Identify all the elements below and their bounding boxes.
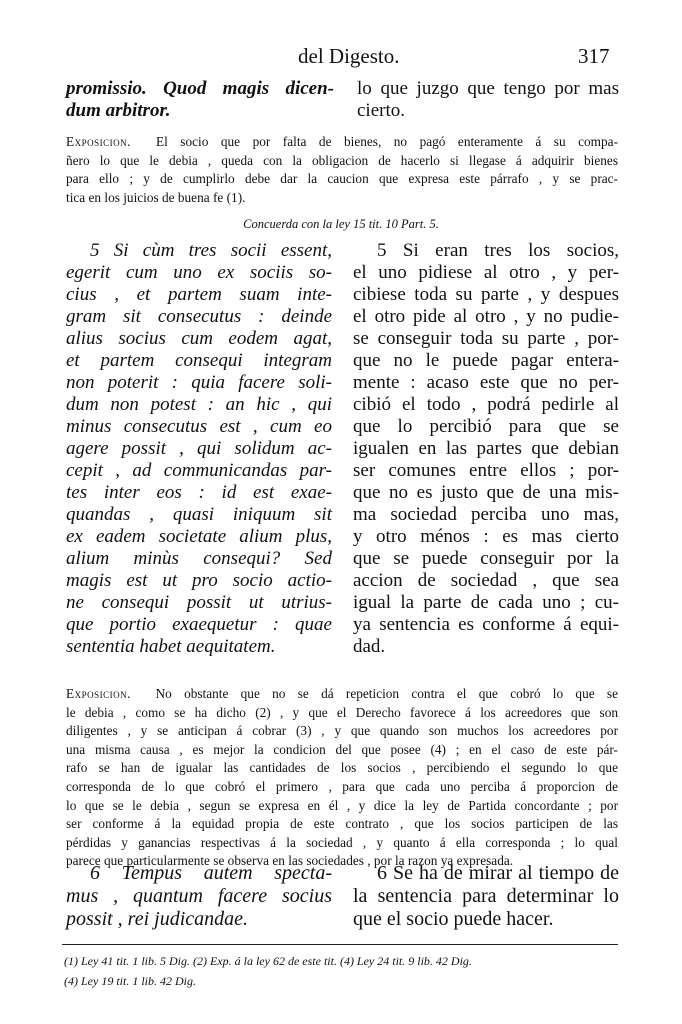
exposition-line: ser conforme á la equidad propia de este contrato , que los socios participen de las bbox=[66, 816, 618, 832]
latin-line: ex eadem societate alium plus, bbox=[66, 526, 332, 547]
section-5-spanish bbox=[353, 240, 619, 658]
spanish-line: que no es justo que de una mis- bbox=[353, 482, 619, 503]
exposition-line: tica en los juicios de buena fe (1). bbox=[66, 189, 246, 205]
spanish-line: la sentencia para determinar lo bbox=[353, 885, 619, 907]
spanish-line: que lo percibió para que se bbox=[353, 416, 619, 437]
latin-line: promissio. Quod magis dicen- bbox=[66, 78, 334, 99]
latin-line: 5 Si cùm tres socii essent, bbox=[90, 240, 332, 261]
footnote-line: (4) Ley 19 tit. 1 lib. 42 Dig. bbox=[64, 974, 196, 988]
spanish-line: y otro ménos : es mas cierto bbox=[353, 526, 619, 547]
exposition-label: Exposicion. bbox=[66, 686, 131, 701]
exposition-line: una misma causa , es mejor la condicion del que posee (4) ; en el caso de este pár- bbox=[66, 741, 618, 757]
spanish-line: ma sociedad perciba uno mas, bbox=[353, 504, 619, 525]
exposition-line: parece que particularmente se observa en las sociedades , por la razon ya expresada. bbox=[66, 853, 514, 869]
latin-line: ne consequi possit ut utrius- bbox=[66, 592, 332, 613]
exposition-line: para ello ; y de cumplirlo debe dar la caucion que expresa este párrafo , y se prac- bbox=[66, 171, 618, 187]
latin-line: non poterit : quia facere soli- bbox=[66, 372, 332, 393]
latin-line: et partem consequi integram bbox=[66, 350, 332, 371]
footnotes bbox=[64, 951, 624, 991]
exposition-2 bbox=[66, 685, 618, 871]
exposition-line: No obstante que no se dá repeticion contra el que cobró lo que se bbox=[155, 686, 618, 701]
latin-line: cepit , ad communicandas par- bbox=[66, 460, 332, 481]
latin-line: dum non potest : an hic , qui bbox=[66, 394, 332, 415]
spanish-line: ser comunes entre ellos ; por- bbox=[353, 460, 619, 481]
latin-line: tes inter eos : id est exae- bbox=[66, 482, 332, 503]
latin-line: que portio exaequetur : quae bbox=[66, 614, 332, 635]
spanish-line: que se puede conseguir por la bbox=[353, 548, 619, 569]
exposition-line: ñero lo que le debia , queda con la obligacion de hacerlo si llegase á adquirir bienes bbox=[66, 152, 618, 168]
latin-line: dum arbitror. bbox=[66, 100, 171, 121]
spanish-line: el uno pidiese al otro , y per- bbox=[353, 262, 619, 283]
exposition-label: Exposicion. bbox=[66, 134, 131, 149]
running-header-title: del Digesto. bbox=[298, 44, 400, 68]
exposition-line: diligentes , y se anticipan á cobrar (3) , y que quando son muchos los acreedores por bbox=[66, 723, 618, 739]
latin-line: cius , et partem suam inte- bbox=[66, 284, 332, 305]
spanish-line: accion de sociedad , que sea bbox=[353, 570, 619, 591]
spanish-line: se conseguir toda su parte , por- bbox=[353, 328, 619, 349]
footnote-line: (1) Ley 41 tit. 1 lib. 5 Dig. (2) Exp. á la ley 62 de este tit. (4) Ley 24 tit. 9 lib. 42 Dig. bbox=[64, 954, 472, 968]
section-6-latin bbox=[66, 862, 332, 931]
exposition-1 bbox=[66, 133, 618, 207]
latin-line: quandas , quasi iniquum sit bbox=[66, 504, 332, 525]
exposition-line: rafo se han de igualar las cantidades de los socios , percibiendo el segundo lo que bbox=[66, 760, 618, 776]
concordance-note: Concuerda con la ley 15 tit. 10 Part. 5. bbox=[243, 217, 439, 231]
latin-continuation bbox=[66, 78, 334, 122]
latin-line: gram sit consecutus : deinde bbox=[66, 306, 332, 327]
spanish-line: 5 Si eran tres los socios, bbox=[377, 240, 619, 261]
spanish-line: ya sentencia es conforme á equi- bbox=[353, 614, 619, 635]
latin-line: 6 Tempus autem specta- bbox=[90, 862, 332, 884]
spanish-line: que no le puede pagar entera- bbox=[353, 350, 619, 371]
spanish-line: 6 Se ha de mirar al tiempo de bbox=[377, 862, 619, 884]
spanish-line: dad. bbox=[353, 636, 386, 657]
latin-line: mus , quantum facere socius bbox=[66, 885, 332, 907]
spanish-line: mente : acaso este que no per- bbox=[353, 372, 619, 393]
spanish-line: cierto. bbox=[357, 100, 406, 121]
latin-line: alium minùs consequi? Sed bbox=[66, 548, 332, 569]
spanish-line: cibió el todo , podrá pedirle al bbox=[353, 394, 619, 415]
spanish-line: igual la parte de cada uno ; cu- bbox=[353, 592, 619, 613]
page-number: 317 bbox=[578, 44, 610, 68]
latin-line: possit , rei judicandae. bbox=[66, 908, 249, 930]
spanish-line: igualen en las partes que debian bbox=[353, 438, 619, 459]
exposition-line: pérdidas y ganancias respectivas á la sociedad , y quanto á ella corresponda ; lo qual bbox=[66, 834, 618, 850]
latin-line: sententia habet aequitatem. bbox=[66, 636, 276, 657]
latin-line: minus consecutus est , cum eo bbox=[66, 416, 332, 437]
exposition-line: le debia , como se ha dicho (2) , y que el Derecho favorece á los acreedores que son bbox=[66, 704, 618, 720]
exposition-line: corresponda de lo que cobró el primero , para que cada uno perciba á proporcion de bbox=[66, 778, 618, 794]
spanish-line: que el socio puede hacer. bbox=[353, 908, 554, 930]
exposition-line: lo que se le debia , segun se expresa en él , y dice la ley de Partida concordante ; por bbox=[66, 797, 618, 813]
latin-line: agere possit , qui solidum ac- bbox=[66, 438, 332, 459]
spanish-continuation bbox=[357, 78, 619, 122]
spanish-line: cibiese toda su parte , y despues bbox=[353, 284, 619, 305]
section-6-spanish bbox=[353, 862, 619, 931]
section-5-latin bbox=[66, 240, 332, 658]
latin-line: alius socius cum eodem agat, bbox=[66, 328, 332, 349]
spanish-line: lo que juzgo que tengo por mas bbox=[357, 78, 619, 99]
footnote-divider bbox=[62, 944, 618, 945]
spanish-line: el otro pide al otro , y no pudie- bbox=[353, 306, 619, 327]
latin-line: egerit cum uno ex sociis so- bbox=[66, 262, 332, 283]
exposition-line: El socio que por falta de bienes, no pagó enteramente á su compa- bbox=[155, 134, 618, 149]
latin-line: magis est ut pro socio actio- bbox=[66, 570, 332, 591]
